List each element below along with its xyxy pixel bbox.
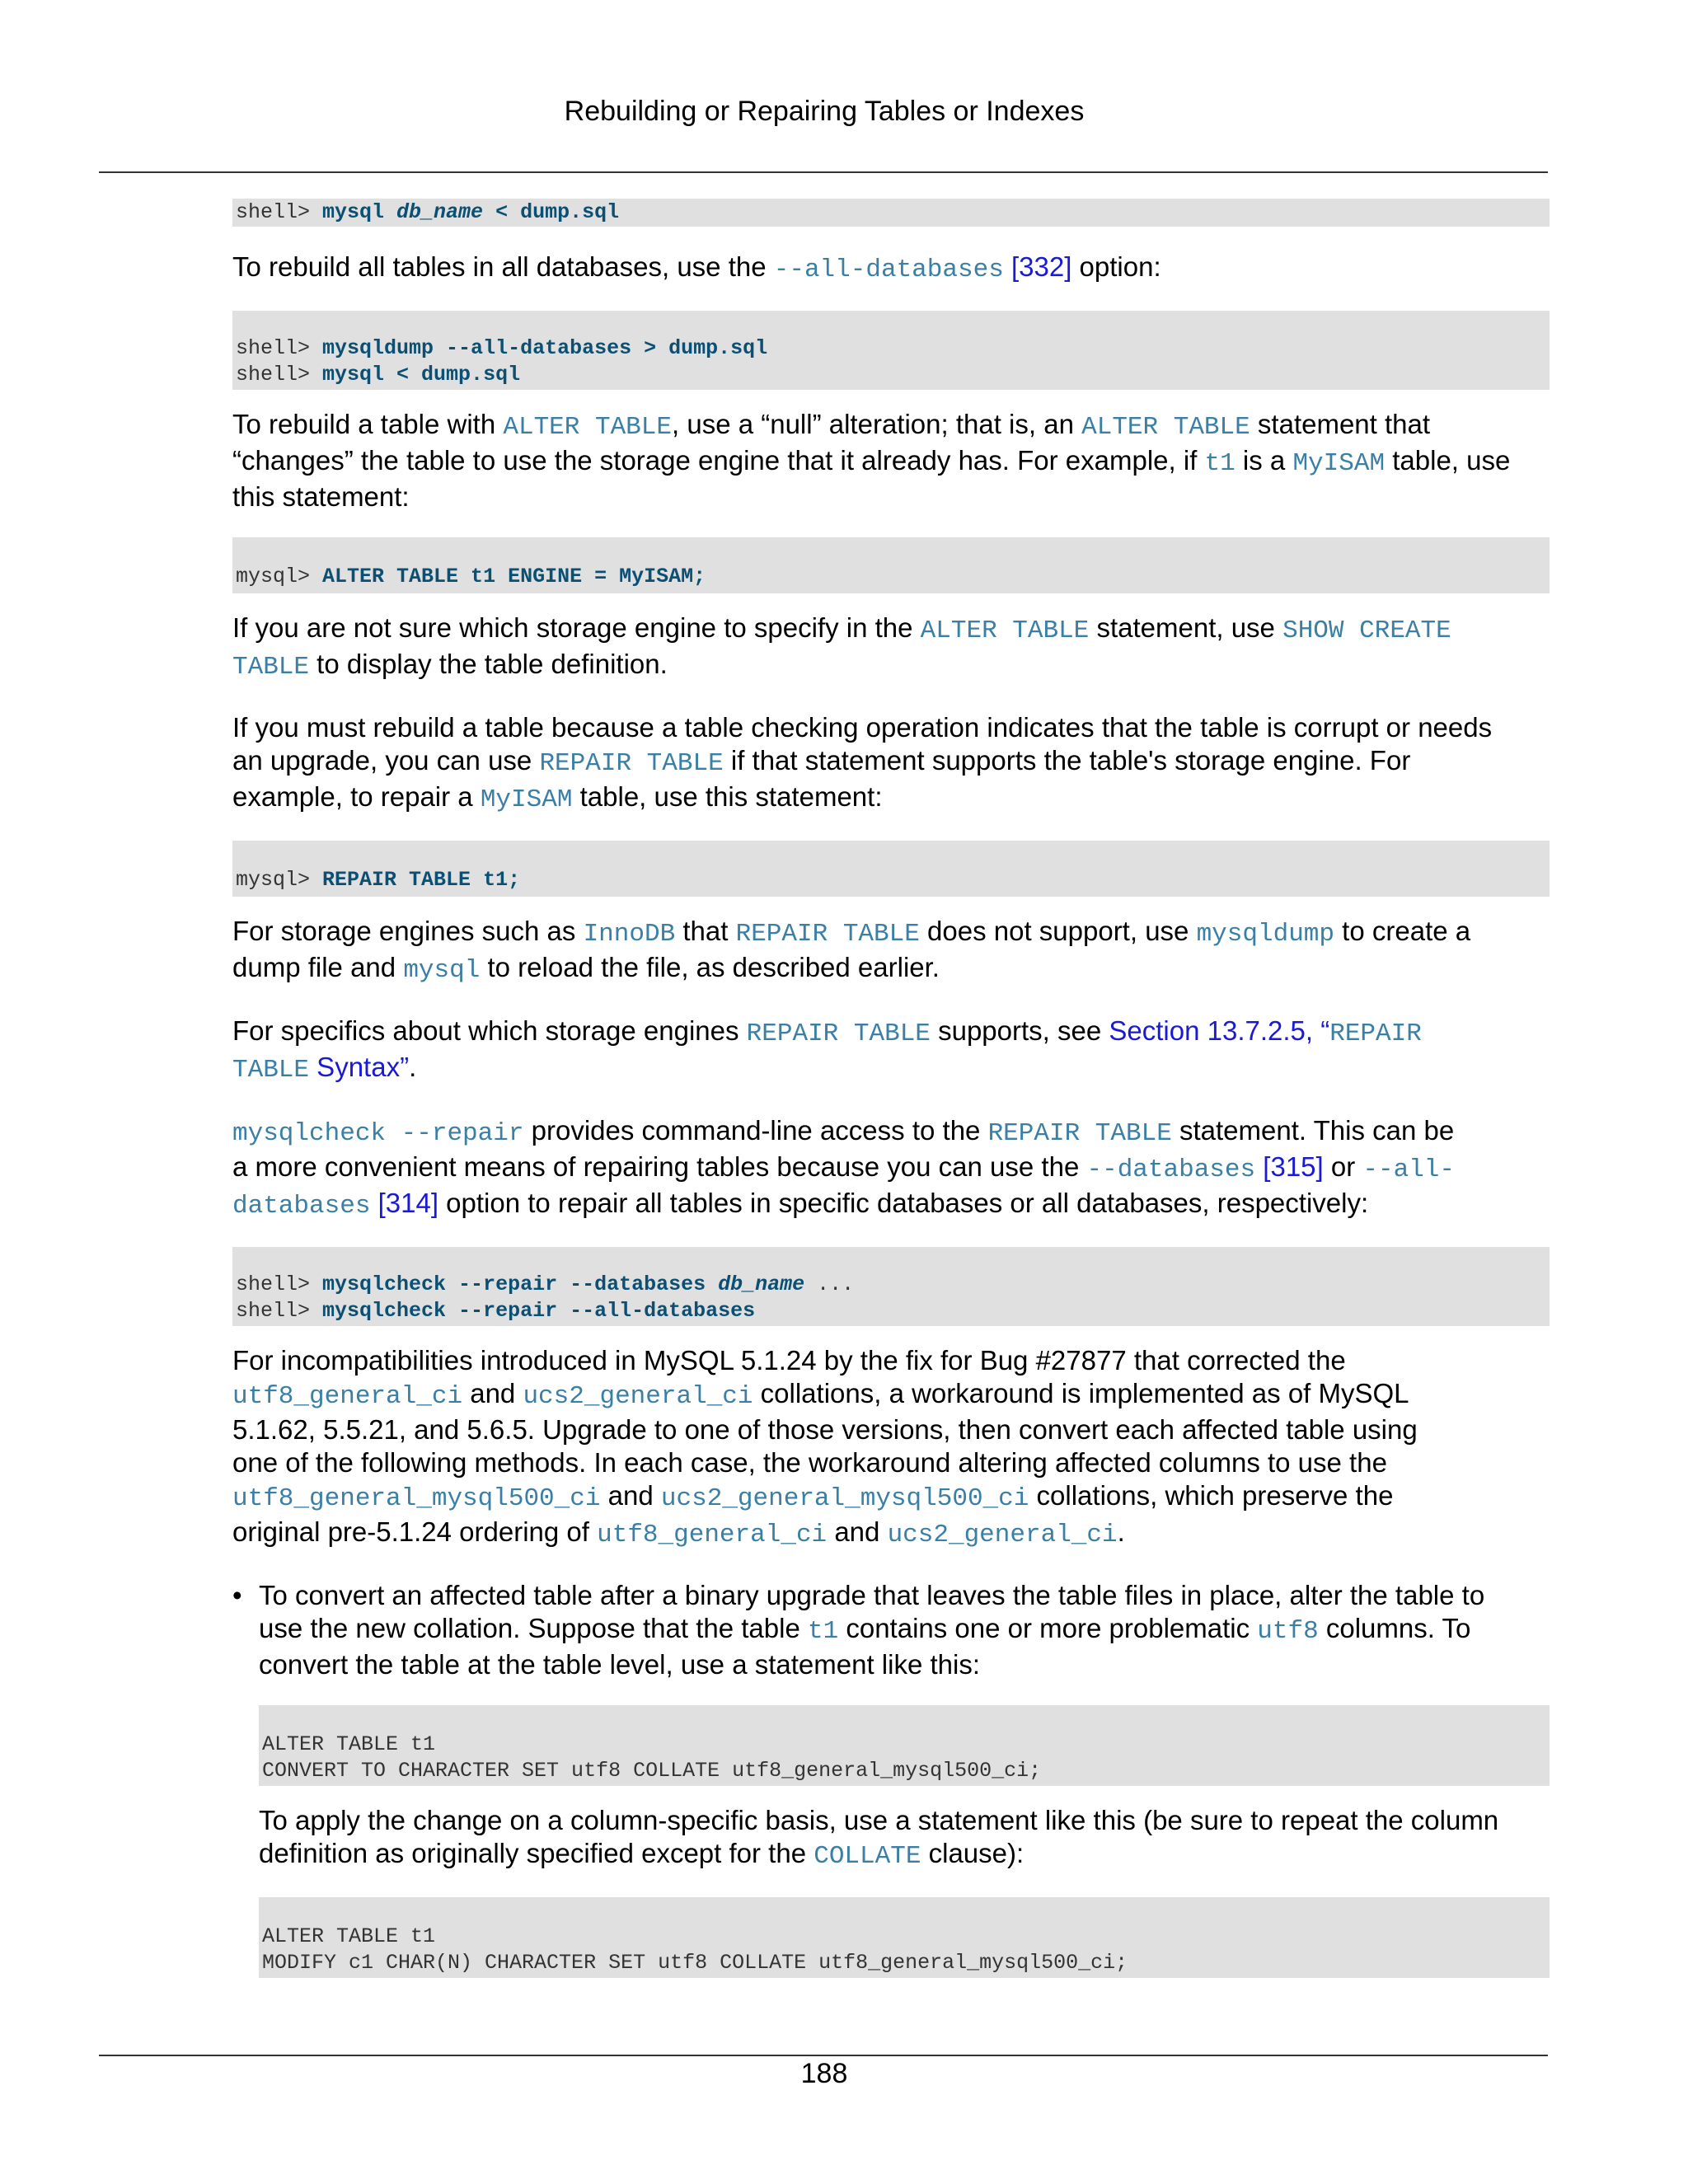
page-header-title: Rebuilding or Repairing Tables or Indexes xyxy=(564,96,1085,127)
text: For incompatibilities introduced in MySQL 5.1.24 by the fix for Bug #27877 that corrected the xyxy=(232,1345,1346,1376)
paragraph-alter-table-null xyxy=(232,408,1550,513)
list-item-convert-table xyxy=(232,1579,1550,1978)
code-block-convert-charset xyxy=(259,1705,1550,1786)
code-argument: db_name xyxy=(396,200,484,224)
text: use the new collation. Suppose that the table xyxy=(259,1613,808,1643)
code-utf8: utf8 xyxy=(1257,1617,1319,1646)
bullet-marker: • xyxy=(232,1580,242,1610)
paragraph-repair-table xyxy=(232,711,1550,817)
code-block-modify-column xyxy=(259,1897,1550,1978)
text: “changes” the table to use the storage engine that it already has. For example, if xyxy=(232,445,1205,476)
text: collations, which preserve the xyxy=(1029,1480,1394,1511)
text: statement that xyxy=(1250,409,1431,439)
text: dump file and xyxy=(232,952,404,982)
code-ellipsis: ... xyxy=(804,1272,855,1296)
code-command-rest: < dump.sql xyxy=(483,200,620,224)
link-text: Section 13.7.2.5, “ xyxy=(1109,1015,1330,1046)
paragraph-storage-engine xyxy=(232,612,1550,684)
code-prompt: shell> xyxy=(236,200,323,224)
page-number: 188 xyxy=(800,2058,848,2089)
text: original pre-5.1.24 ordering of xyxy=(232,1516,598,1547)
text: one of the following methods. In each case, the workaround altering affected columns to use the xyxy=(232,1447,1387,1478)
option-all-databases[interactable]: --all- xyxy=(1362,1155,1456,1184)
text: to create a xyxy=(1334,916,1471,946)
code-show-create: SHOW CREATE xyxy=(1282,616,1451,645)
code-myisam: MyISAM xyxy=(1292,449,1386,478)
paragraph-mysqlcheck xyxy=(232,1114,1550,1223)
link-code: REPAIR xyxy=(1329,1019,1422,1048)
code-prompt: shell> xyxy=(236,336,323,360)
text: definition as originally specified except for the xyxy=(259,1838,814,1868)
code-command: mysql xyxy=(322,200,397,224)
text: option to repair all tables in specific databases or all databases, respectively: xyxy=(438,1188,1369,1218)
paragraph-specifics xyxy=(232,1015,1550,1087)
code-repair-table: REPAIR TABLE xyxy=(735,920,920,949)
text: , use a “null” alteration; that is, an xyxy=(672,409,1082,439)
text: 5.1.62, 5.5.21, and 5.6.5. Upgrade to one of those versions, then convert each affected table using xyxy=(232,1414,1418,1445)
code-mysqlcheck-repair[interactable]: mysqlcheck --repair xyxy=(232,1119,524,1148)
code-ucs2-general-mysql500-ci: ucs2_general_mysql500_ci xyxy=(660,1484,1029,1513)
code-line: CONVERT TO CHARACTER SET utf8 COLLATE utf8_general_mysql500_ci; xyxy=(262,1759,1042,1783)
link-ref-314[interactable]: [314] xyxy=(370,1188,439,1218)
text: an upgrade, you can use xyxy=(232,745,540,776)
page-content xyxy=(232,199,1550,1978)
code-repair-table: REPAIR TABLE xyxy=(746,1019,931,1048)
code-line: ALTER TABLE t1 xyxy=(262,1924,436,1948)
paragraph-column-specific xyxy=(259,1804,1550,1873)
link-code: TABLE xyxy=(232,1056,310,1085)
option-databases[interactable]: --databases xyxy=(1086,1155,1256,1184)
text: To apply the change on a column-specific basis, use a statement like this (be sure to repeat the column xyxy=(259,1805,1499,1835)
paragraph-incompatibilities xyxy=(232,1344,1550,1552)
link-ref-315[interactable]: [315] xyxy=(1255,1151,1324,1182)
text: If you must rebuild a table because a table checking operation indicates that the table is corrupt or needs xyxy=(232,712,1493,743)
code-repair-table: REPAIR TABLE xyxy=(987,1119,1172,1148)
link-ref-332[interactable]: [332] xyxy=(1003,251,1072,282)
text: that xyxy=(675,916,736,946)
footer-rule xyxy=(99,2055,1548,2056)
text: and xyxy=(600,1480,661,1511)
text: For storage engines such as xyxy=(232,916,584,946)
text: is a xyxy=(1235,445,1293,476)
code-ucs2-general-ci: ucs2_general_ci xyxy=(887,1521,1118,1549)
text: For specifics about which storage engines xyxy=(232,1015,747,1046)
text: . xyxy=(409,1052,417,1082)
text: does not support, use xyxy=(919,916,1197,946)
code-mysqldump: mysqldump xyxy=(1196,920,1335,949)
text: to reload the file, as described earlier. xyxy=(480,952,940,982)
text: collations, a workaround is implemented as of MySQL xyxy=(753,1378,1409,1408)
text: statement. This can be xyxy=(1171,1115,1455,1146)
code-line: ALTER TABLE t1 xyxy=(262,1732,436,1756)
option-all-databases[interactable]: --all-databases xyxy=(773,255,1004,284)
code-block-mysqldump-all xyxy=(232,311,1550,390)
text: supports, see xyxy=(930,1015,1109,1046)
text: statement, use xyxy=(1089,612,1283,643)
code-utf8-general-ci: utf8_general_ci xyxy=(597,1521,828,1549)
code-alter-table: ALTER TABLE xyxy=(1081,413,1250,442)
code-repair-table: REPAIR TABLE xyxy=(539,749,724,778)
code-block-mysql-restore xyxy=(232,199,1550,227)
code-command: mysqlcheck --repair --databases xyxy=(322,1272,719,1296)
bullet-text xyxy=(259,1579,1550,1681)
text: To rebuild all tables in all databases, use the xyxy=(232,251,774,282)
text: provides command-line access to the xyxy=(523,1115,988,1146)
code-command: ALTER TABLE t1 ENGINE = MyISAM; xyxy=(322,565,706,588)
code-mysql: mysql xyxy=(403,956,481,985)
code-line: MODIFY c1 CHAR(N) CHARACTER SET utf8 COLLATE utf8_general_mysql500_ci; xyxy=(262,1951,1128,1975)
code-prompt: mysql> xyxy=(236,868,323,892)
code-command: mysqldump --all-databases > dump.sql xyxy=(322,336,768,360)
code-command: REPAIR TABLE t1; xyxy=(322,868,521,892)
code-argument: db_name xyxy=(718,1272,805,1296)
code-block-repair-table xyxy=(232,841,1550,897)
link-text: Syntax” xyxy=(309,1052,410,1082)
text: contains one or more problematic xyxy=(838,1613,1258,1643)
text: clause): xyxy=(921,1838,1025,1868)
code-prompt: shell> xyxy=(236,1299,323,1323)
code-t1: t1 xyxy=(1204,449,1236,478)
text: this statement: xyxy=(232,481,410,512)
code-ucs2-general-ci: ucs2_general_ci xyxy=(523,1382,753,1411)
code-block-mysqlcheck xyxy=(232,1247,1550,1326)
code-innodb: InnoDB xyxy=(583,920,676,949)
text: and xyxy=(827,1516,888,1547)
text: example, to repair a xyxy=(232,781,481,812)
code-block-alter-engine xyxy=(232,537,1550,593)
text: table, use xyxy=(1385,445,1511,476)
code-prompt: shell> xyxy=(236,363,323,387)
text: table, use this statement: xyxy=(572,781,883,812)
header-rule xyxy=(99,171,1548,173)
code-utf8-general-mysql500-ci: utf8_general_mysql500_ci xyxy=(232,1484,601,1513)
text: If you are not sure which storage engine to specify in the xyxy=(232,612,921,643)
code-alter-table: ALTER TABLE xyxy=(503,413,672,442)
code-myisam: MyISAM xyxy=(480,785,573,814)
paragraph-rebuild-all xyxy=(232,251,1550,287)
code-prompt: mysql> xyxy=(236,565,323,588)
code-table: TABLE xyxy=(232,653,310,682)
code-collate: COLLATE xyxy=(814,1842,921,1871)
code-command: mysqlcheck --repair --all-databases xyxy=(322,1299,756,1323)
option-all-databases-cont[interactable]: databases xyxy=(232,1192,371,1221)
text: to display the table definition. xyxy=(309,649,668,679)
text: option: xyxy=(1071,251,1161,282)
text: a more convenient means of repairing tables because you can use the xyxy=(232,1151,1087,1182)
text: columns. To xyxy=(1318,1613,1471,1643)
paragraph-innodb xyxy=(232,915,1550,987)
text: convert the table at the table level, use a statement like this: xyxy=(259,1649,980,1680)
text: To rebuild a table with xyxy=(232,409,504,439)
text: . xyxy=(1117,1516,1125,1547)
text: if that statement supports the table's storage engine. For xyxy=(723,745,1411,776)
code-t1: t1 xyxy=(807,1617,839,1646)
code-utf8-general-ci: utf8_general_ci xyxy=(232,1382,463,1411)
code-prompt: shell> xyxy=(236,1272,323,1296)
text: To convert an affected table after a binary upgrade that leaves the table files in place, alter the table to xyxy=(259,1580,1485,1610)
code-command: mysql < dump.sql xyxy=(322,363,521,387)
text: and xyxy=(462,1378,523,1408)
code-alter-table: ALTER TABLE xyxy=(920,616,1090,645)
text: or xyxy=(1323,1151,1363,1182)
